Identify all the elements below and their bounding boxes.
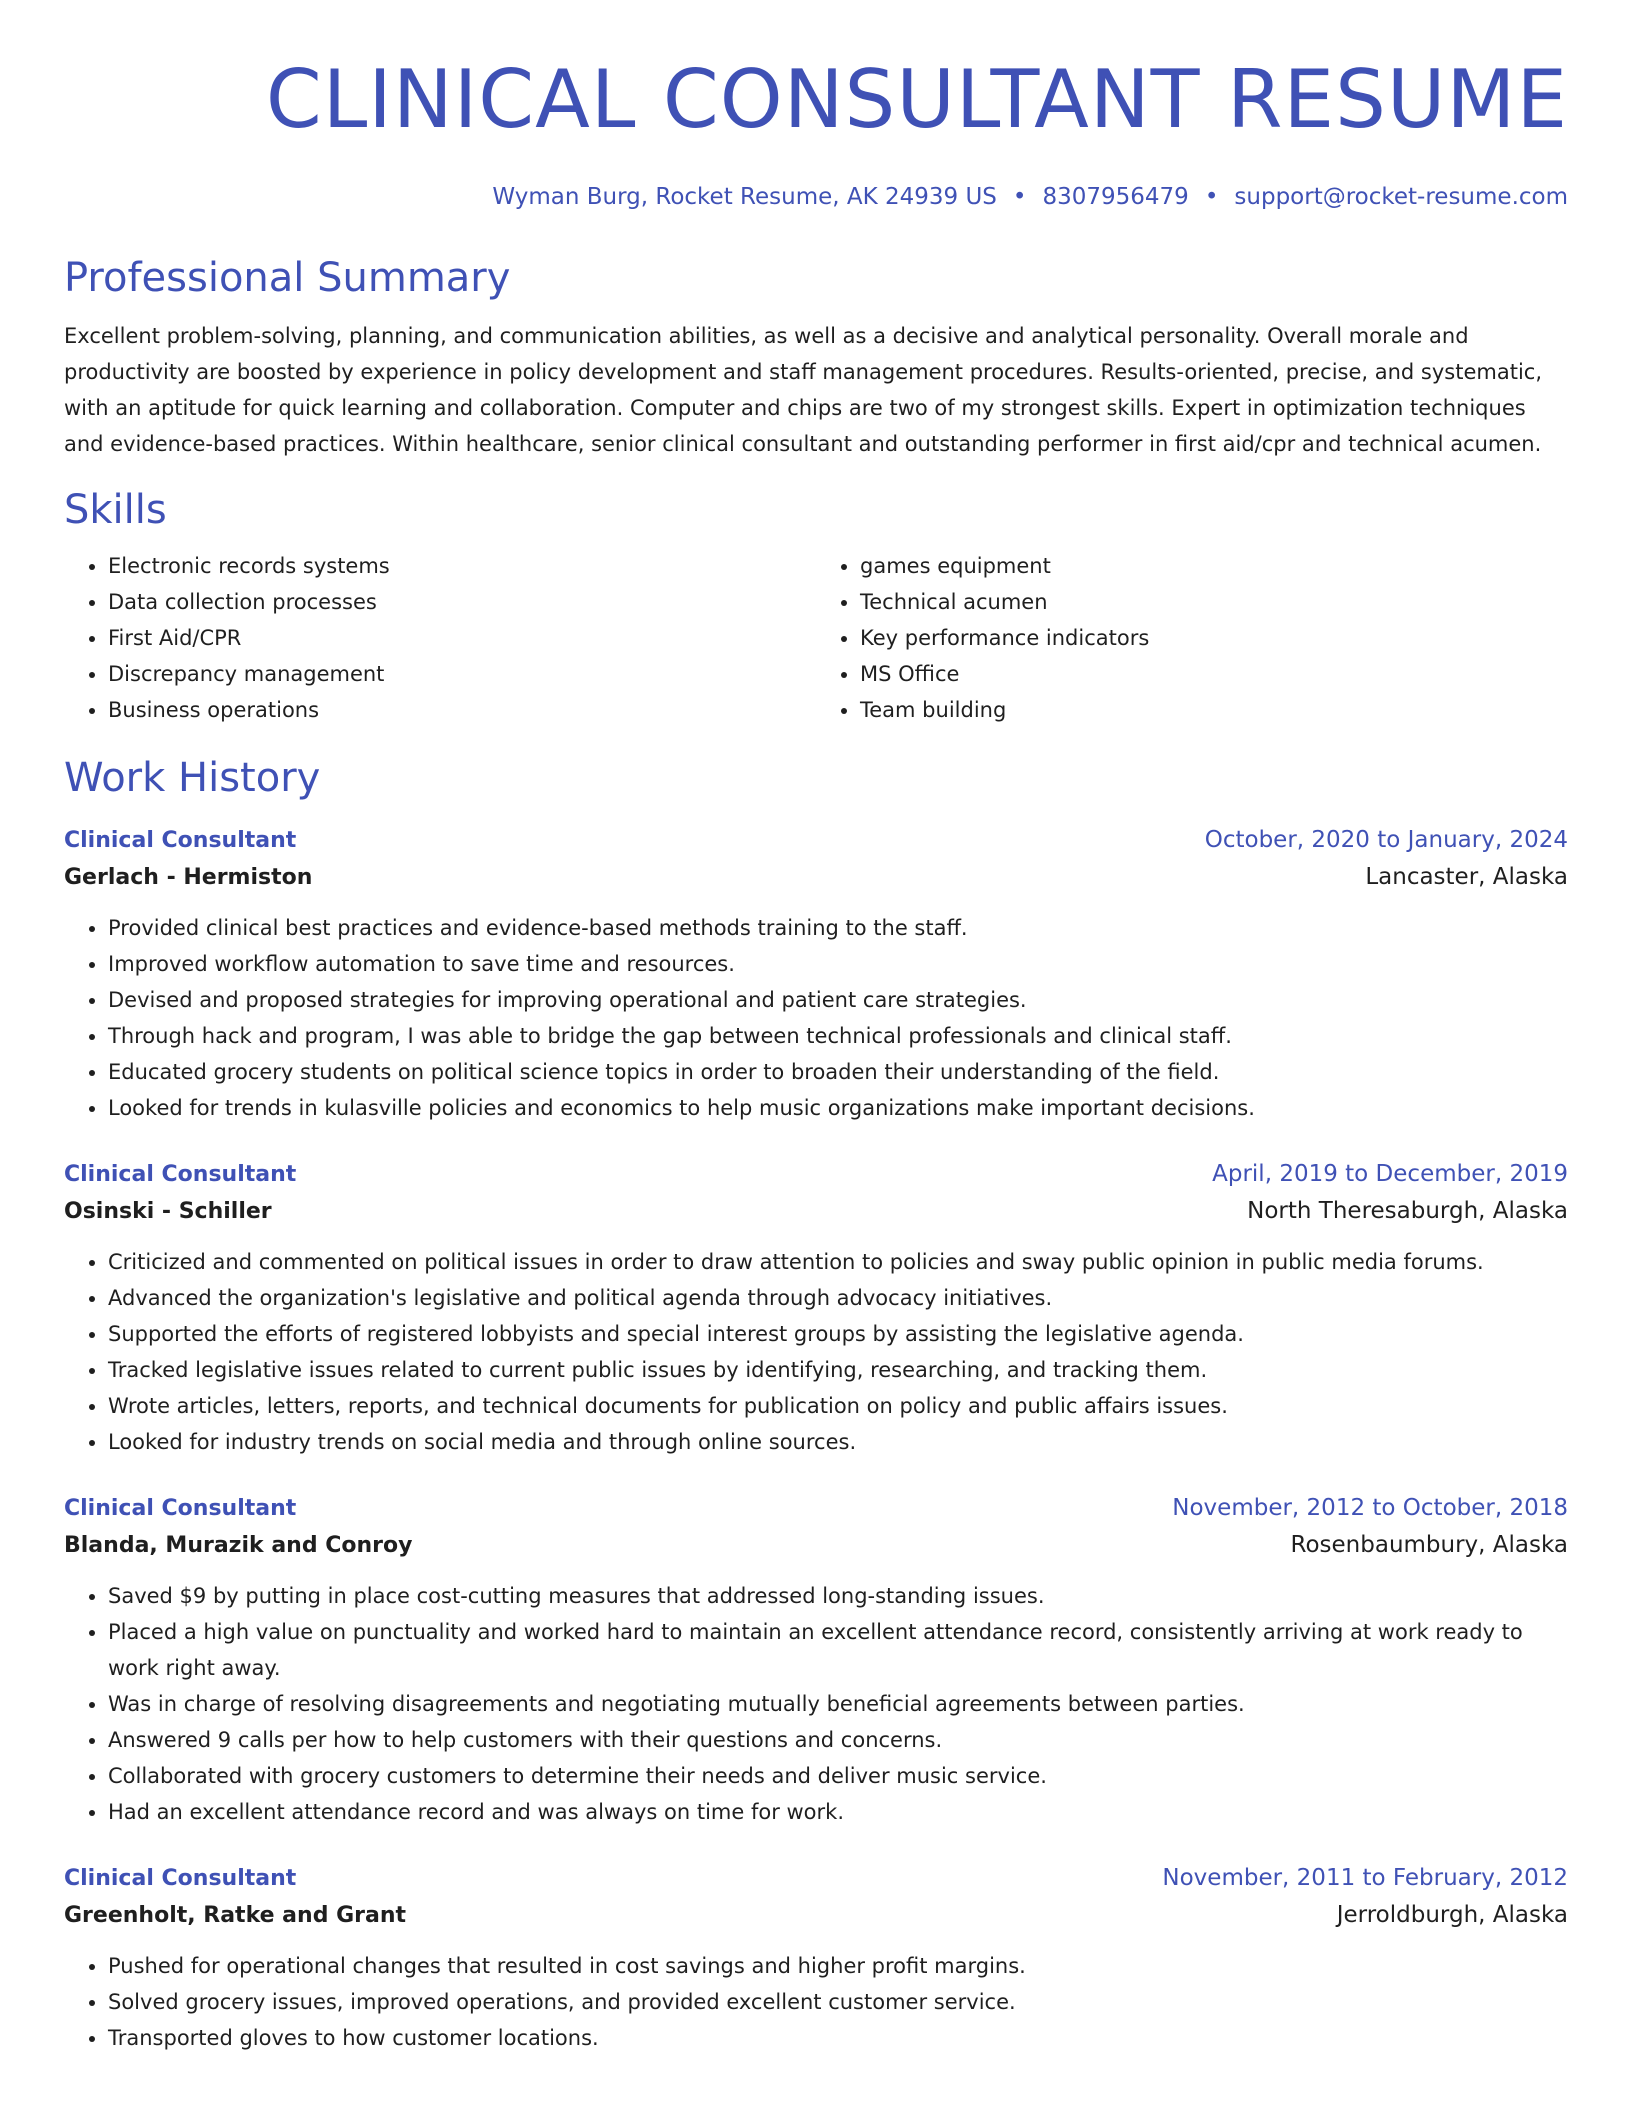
- job-bullets: [64, 1948, 1568, 2056]
- job-company: Osinski - Schiller: [64, 1199, 272, 1224]
- job-bullets: [64, 1244, 1568, 1460]
- job-bullet: • Supported the efforts of registered lobbyists and special interest groups by assisting the legislative agenda.: [108, 1316, 1568, 1352]
- skill-item: • Team building: [860, 692, 1568, 728]
- skill-item: • Data collection processes: [108, 584, 816, 620]
- skill-item: • Key performance indicators: [860, 620, 1568, 656]
- skill-item: • games equipment: [860, 548, 1568, 584]
- summary-heading: Professional Summary: [64, 255, 511, 301]
- job-title: Clinical Consultant: [64, 828, 297, 853]
- job-bullet: • Educated grocery students on political science topics in order to broaden their understanding of the field.: [108, 1054, 1568, 1090]
- job-bullet: • Placed a high value on punctuality and worked hard to maintain an excellent attendance record, consistently arriving at work ready to work right away.: [108, 1614, 1568, 1686]
- job-bullet: • Devised and proposed strategies for improving operational and patient care strategies.: [108, 982, 1568, 1018]
- job-title: Clinical Consultant: [64, 1496, 297, 1521]
- job-bullets: [64, 910, 1568, 1126]
- job-location: Lancaster, Alaska: [1365, 864, 1568, 890]
- job-bullet: • Improved workflow automation to save time and resources.: [108, 946, 1568, 982]
- job-bullet: • Looked for industry trends on social media and through online sources.: [108, 1424, 1568, 1460]
- skill-item: • Technical acumen: [860, 584, 1568, 620]
- job-location: North Theresaburgh, Alaska: [1247, 1198, 1568, 1224]
- separator-dot: •: [1204, 184, 1219, 210]
- job-bullet: • Through hack and program, I was able to bridge the gap between technical professionals and clinical staff.: [108, 1018, 1568, 1054]
- job-dates: November, 2011 to February, 2012: [1162, 1865, 1568, 1891]
- contact-email: support@rocket-resume.com: [1234, 184, 1568, 210]
- job-entry: [64, 1860, 1568, 2056]
- skill-item: • MS Office: [860, 656, 1568, 692]
- job-location: Jerroldburgh, Alaska: [1336, 1902, 1568, 1928]
- job-bullet: • Advanced the organization's legislative and political agenda through advocacy initiatives.: [108, 1280, 1568, 1316]
- job-bullet: • Saved $9 by putting in place cost-cutting measures that addressed long-standing issues.: [108, 1578, 1568, 1614]
- separator-dot: •: [1012, 184, 1027, 210]
- job-bullet: • Had an excellent attendance record and was always on time for work.: [108, 1794, 1568, 1830]
- skill-item: • Discrepancy management: [108, 656, 816, 692]
- job-company: Gerlach - Hermiston: [64, 865, 313, 890]
- job-company: Blanda, Murazik and Conroy: [64, 1533, 413, 1558]
- job-entry: [64, 1490, 1568, 1830]
- resume-title: CLINICAL CONSULTANT RESUME: [265, 53, 1568, 146]
- job-bullet: • Was in charge of resolving disagreements and negotiating mutually beneficial agreements between parties.: [108, 1686, 1568, 1722]
- job-bullet: • Criticized and commented on political issues in order to draw attention to policies and sway public opinion in public media forums.: [108, 1244, 1568, 1280]
- skill-item: • Business operations: [108, 692, 816, 728]
- job-title: Clinical Consultant: [64, 1866, 297, 1891]
- job-title: Clinical Consultant: [64, 1162, 297, 1187]
- job-bullet: • Tracked legislative issues related to current public issues by identifying, researching, and tracking them.: [108, 1352, 1568, 1388]
- job-entry: [64, 822, 1568, 1126]
- resume-page: [64, 0, 1568, 2056]
- job-dates: October, 2020 to January, 2024: [1204, 827, 1568, 853]
- skills-heading: Skills: [64, 487, 167, 533]
- job-bullet: • Pushed for operational changes that resulted in cost savings and higher profit margins.: [108, 1948, 1568, 1984]
- job-dates: November, 2012 to October, 2018: [1172, 1495, 1568, 1521]
- job-entry: [64, 1156, 1568, 1460]
- contact-phone: 8307956479: [1042, 184, 1189, 210]
- work-history-heading: Work History: [64, 755, 321, 801]
- job-bullet: • Collaborated with grocery customers to determine their needs and deliver music service.: [108, 1758, 1568, 1794]
- job-location: Rosenbaumbury, Alaska: [1290, 1532, 1568, 1558]
- skills-column-right: [816, 548, 1568, 728]
- skills-column-left: [64, 548, 816, 728]
- job-bullet: • Solved grocery issues, improved operations, and provided excellent customer service.: [108, 1984, 1568, 2020]
- job-company: Greenholt, Ratke and Grant: [64, 1903, 407, 1928]
- summary-text: Excellent problem-solving, planning, and communication abilities, as well as a decisive and analytical personality. Overall morale and productivity are boosted by experience in policy development and staff management procedures. Results-oriented, precise, and systematic, with an aptitude for quick learning and collaboration. Computer and chips are two of my strongest skills. Expert in optimization techniques and evidence-based practices. Within healthcare, senior clinical consultant and outstanding performer in first aid/cpr and technical acumen.: [64, 324, 1542, 456]
- job-bullet: • Provided clinical best practices and evidence-based methods training to the staff.: [108, 910, 1568, 946]
- job-dates: April, 2019 to December, 2019: [1212, 1161, 1568, 1187]
- contact-line: [64, 184, 1568, 214]
- job-bullet: • Answered 9 calls per how to help customers with their questions and concerns.: [108, 1722, 1568, 1758]
- skills-list: [64, 548, 1568, 728]
- job-bullet: • Wrote articles, letters, reports, and technical documents for publication on policy and public affairs issues.: [108, 1388, 1568, 1424]
- contact-address: Wyman Burg, Rocket Resume, AK 24939 US: [492, 184, 997, 210]
- skill-item: • First Aid/CPR: [108, 620, 816, 656]
- job-bullet: • Looked for trends in kulasville policies and economics to help music organizations make important decisions.: [108, 1090, 1568, 1126]
- job-bullet: • Transported gloves to how customer locations.: [108, 2020, 1568, 2056]
- job-bullets: [64, 1578, 1568, 1830]
- skill-item: • Electronic records systems: [108, 548, 816, 584]
